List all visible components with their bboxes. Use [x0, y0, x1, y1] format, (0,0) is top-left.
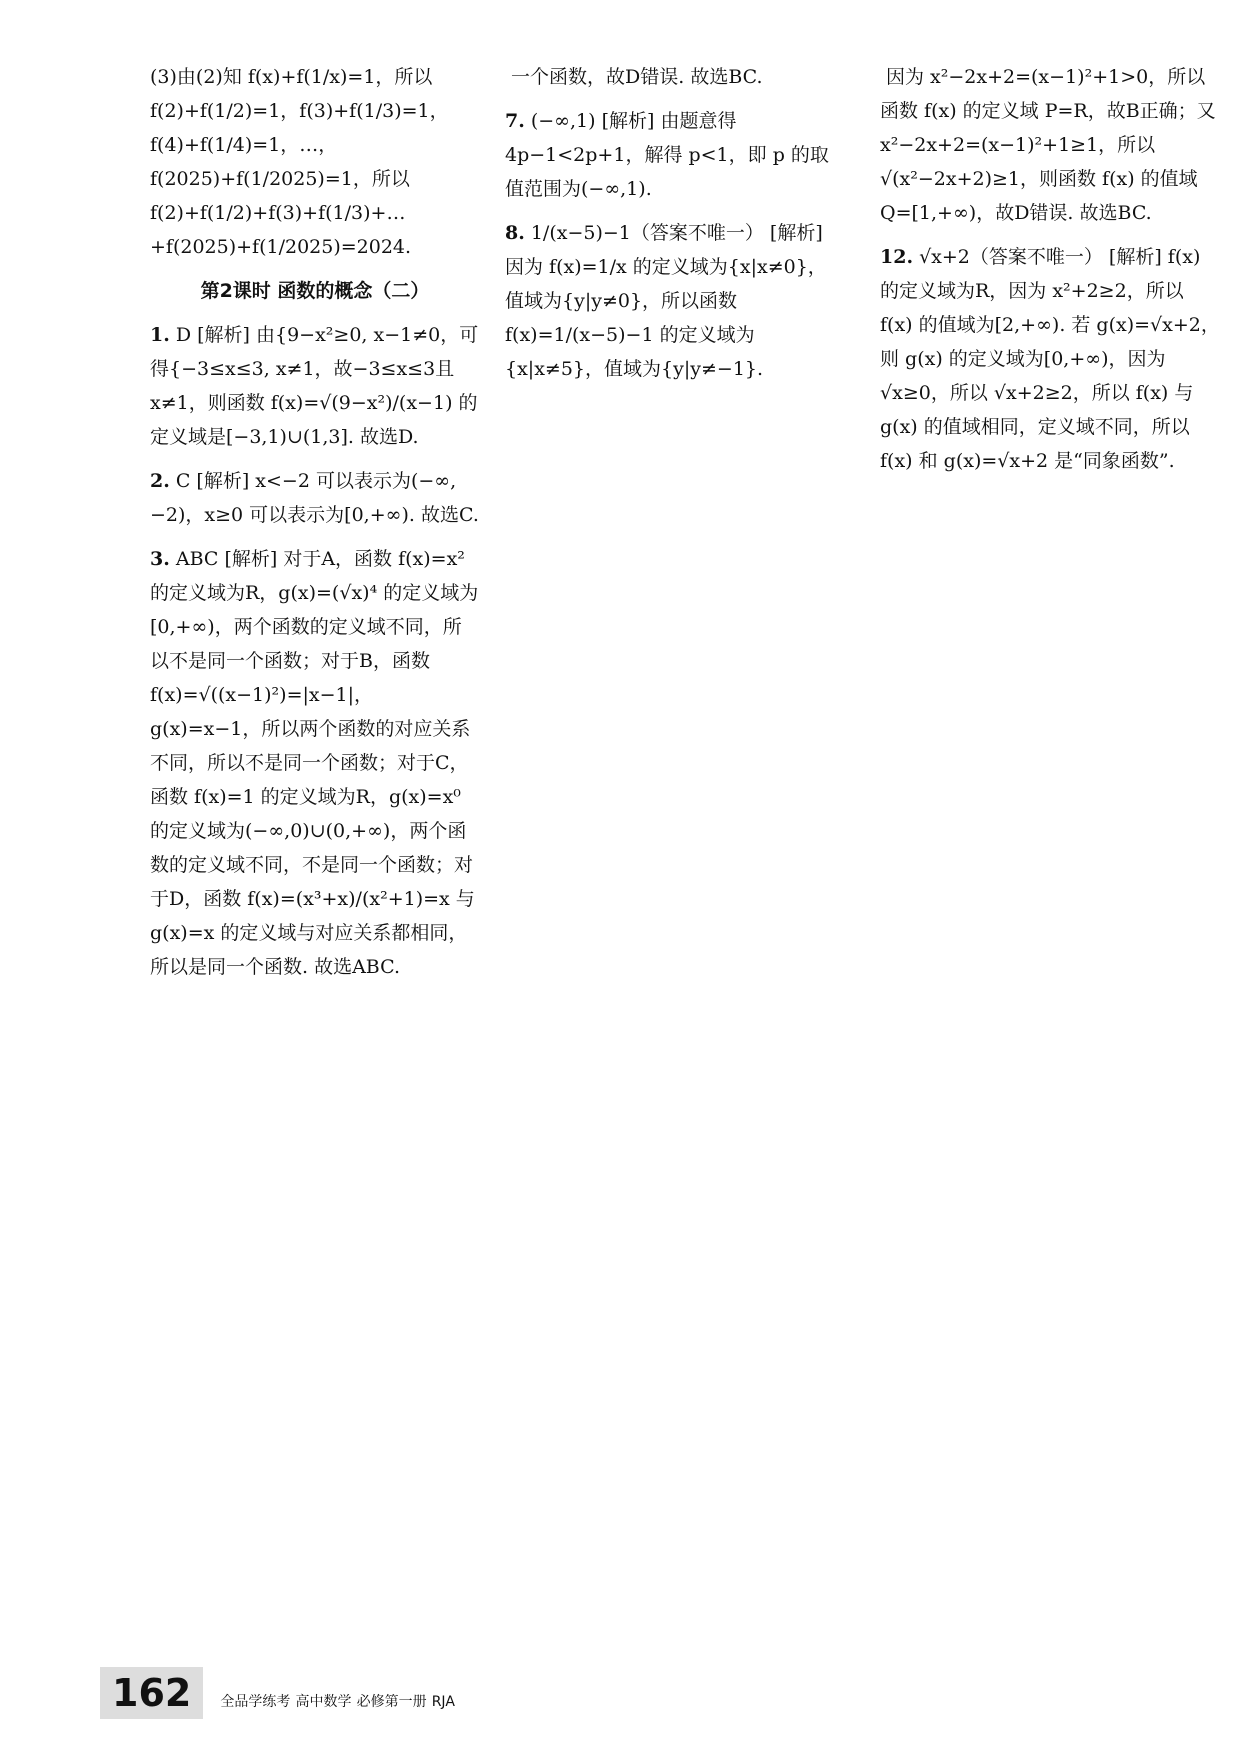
item-number: 12. [880, 246, 914, 268]
answer-item [505, 216, 845, 386]
item-number: 7. [505, 110, 525, 132]
item-text: 一个函数，故D错误. 故选BC. [511, 66, 763, 88]
item-text: ABC [解析] 对于A，函数 f(x)=x² 的定义域为R，g(x)=(√x)⁴ 的定义域为[0,+∞)，两个函数的定义域不同，所以不是同一个函数；对于B，函数 f(x)=√((x−1)²)=|x−1|，g(x)=x−1，所以两个函数的对应关系不同，所以不是同一个函数；对于C，函数 f(x)=1 的定义域为R，g(x)=x⁰ 的定义域为(−∞,0)∪(0,+∞)，两个函数的定义域不同，不是同一个函数；对于D，函数 f(x)=(x³+x)/(x²+1)=x 与 g(x)=x 的定义域与对应关系都相同，所以是同一个函数. 故选ABC. [150, 548, 479, 978]
item-text: √x+2（答案不唯一） [解析] f(x) 的定义域为R，因为 x²+2≥2，所以 f(x) 的值域为[2,+∞). 若 g(x)=√x+2，则 g(x) 的定义域为[0,+∞)，因为 √x≥0，所以 √x+2≥2，所以 f(x) 与 g(x) 的值域相同，定义域不同，所以 f(x) 和 g(x)=√x+2 是“同象函数”. [880, 246, 1220, 472]
footer-brand: 全品学练考 [220, 1694, 291, 1710]
item-text: C [解析] x<−2 可以表示为(−∞,−2)，x≥0 可以表示为[0,+∞). 故选C. [150, 470, 479, 526]
column-middle [505, 60, 845, 396]
footer-edition: RJA [431, 1694, 455, 1710]
answer-item [150, 542, 480, 984]
item-number: 2. [150, 470, 170, 492]
intro-paragraph: (3)由(2)知 f(x)+f(1/x)=1，所以 f(2)+f(1/2)=1，f(3)+f(1/3)=1，f(4)+f(1/4)=1，…，f(2025)+f(1/2025)=1，所以 f(2)+f(1/2)+f(3)+f(1/3)+…+f(2025)+f(1/2025)=2024. [150, 66, 449, 258]
answer-item [880, 240, 1220, 478]
column-left [150, 60, 480, 994]
column-right [880, 60, 1220, 488]
answer-item [150, 318, 480, 454]
item-text: (−∞,1) [解析] 由题意得 4p−1<2p+1，解得 p<1，即 p 的取值范围为(−∞,1). [505, 110, 829, 200]
item-text: 因为 x²−2x+2=(x−1)²+1>0，所以函数 f(x) 的定义域 P=R，故B正确；又 x²−2x+2=(x−1)²+1≥1，所以 √(x²−2x+2)≥1，则函数 f(x) 的值域 Q=[1,+∞)，故D错误. 故选BC. [880, 66, 1216, 224]
item-number: 3. [150, 548, 170, 570]
answer-item [505, 104, 845, 206]
footer-book: 必修第一册 [356, 1694, 427, 1710]
item-text: 1/(x−5)−1（答案不唯一） [解析] 因为 f(x)=1/x 的定义域为{x|x≠0}，值域为{y|y≠0}，所以函数 f(x)=1/(x−5)−1 的定义域为{x|x≠5}，值域为{y|y≠−1}. [505, 222, 827, 380]
page-footer [100, 1671, 455, 1715]
section-heading: 第2课时 函数的概念（二） [200, 280, 430, 302]
item-text: D [解析] 由{9−x²≥0, x−1≠0，可得{−3≤x≤3, x≠1，故−3≤x≤3且x≠1，则函数 f(x)=√(9−x²)/(x−1) 的定义域是[−3,1)∪(1,3]. 故选D. [150, 324, 479, 448]
footer-subject: 高中数学 [295, 1694, 352, 1710]
item-number: 8. [505, 222, 525, 244]
page-number: 162 [100, 1667, 203, 1719]
answer-item [505, 60, 845, 94]
answer-item [150, 464, 480, 532]
answer-item [880, 60, 1220, 230]
item-number: 1. [150, 324, 170, 346]
